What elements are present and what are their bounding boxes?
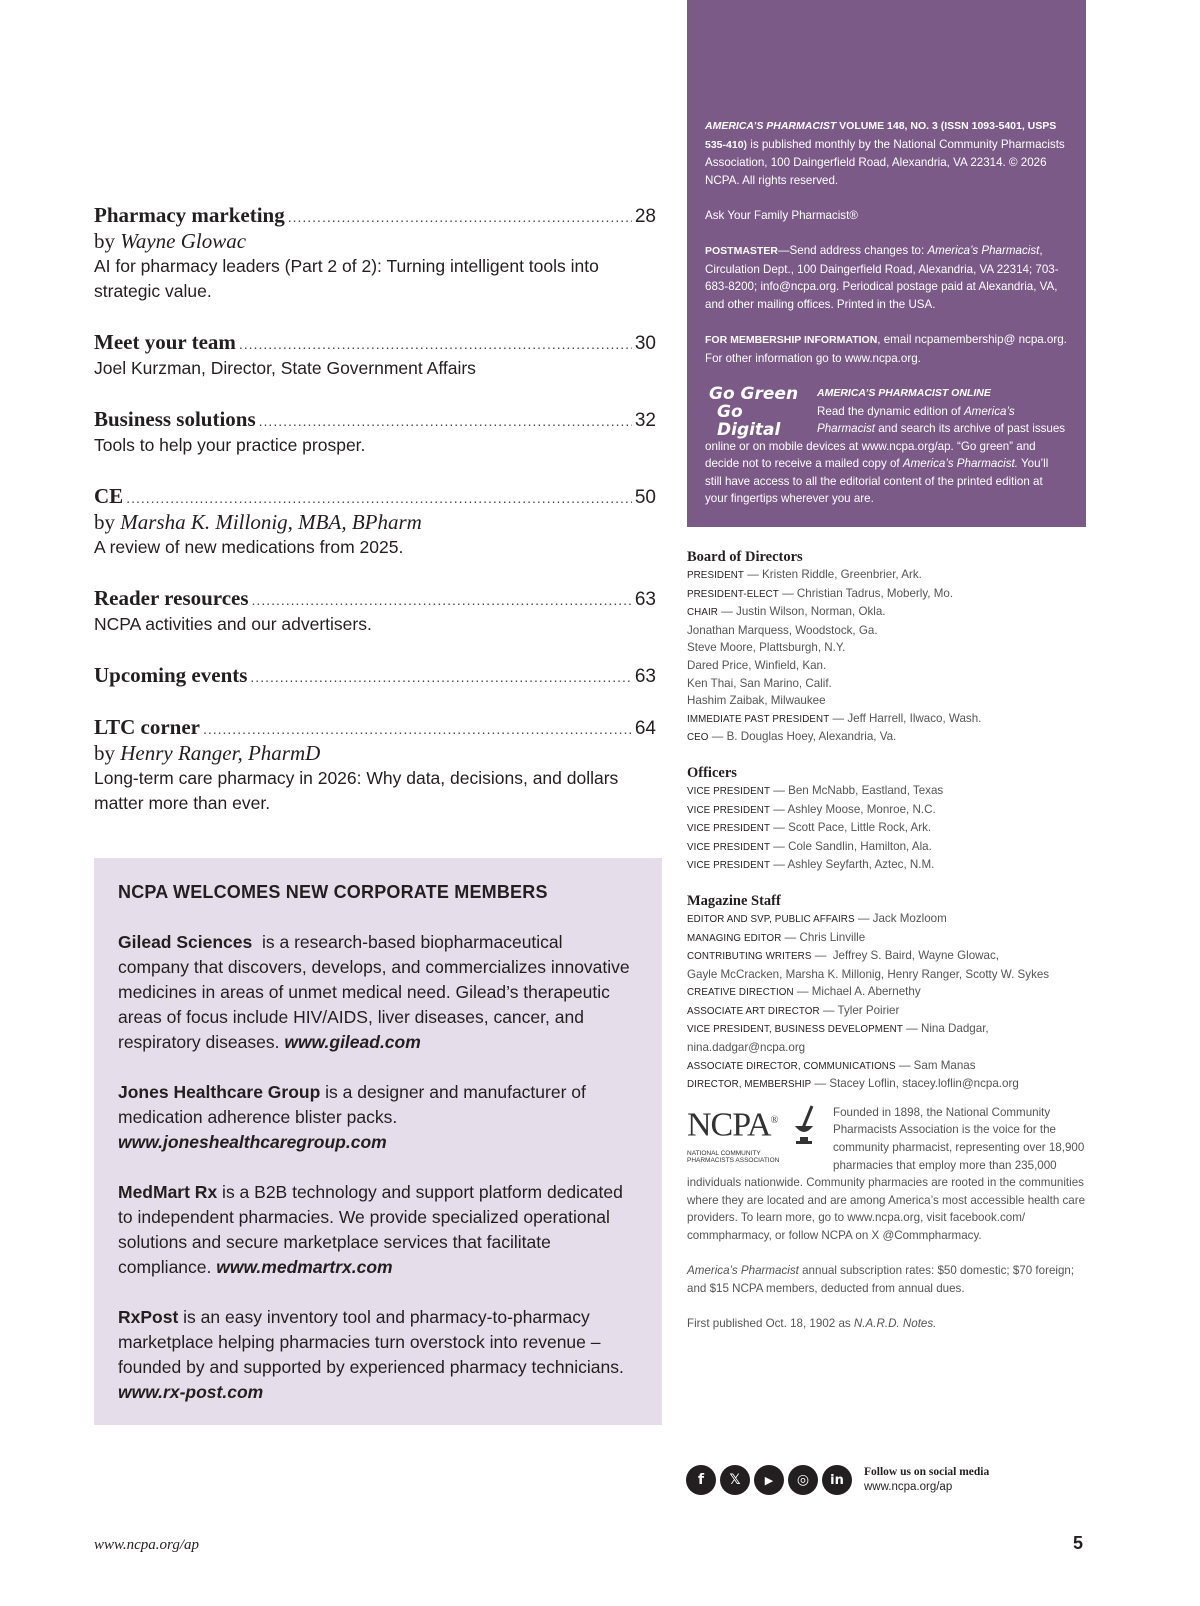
toc-author [94, 229, 656, 254]
toc-description: NCPA activities and our advertisers. [94, 614, 372, 634]
toc-page-number: 63 [634, 589, 656, 610]
toc-page-number: 50 [634, 487, 656, 508]
toc-page-number: 63 [634, 666, 656, 687]
ask-pharmacist-trademark: Ask Your Family Pharmacist® [705, 208, 858, 222]
mortar-pestle-icon [791, 1104, 817, 1148]
toc-title[interactable]: LTC corner [94, 715, 200, 739]
roster-role: PRESIDENT [687, 570, 744, 581]
roster-role: VICE PRESIDENT [687, 785, 771, 797]
roster-role: CONTRIBUTING WRITERS [687, 951, 812, 963]
roster-role: EDITOR AND SVP, PUBLIC AFFAIRS [687, 913, 855, 925]
roster-role: VICE PRESIDENT, BUSINESS DEVELOPMENT [687, 1024, 903, 1036]
toc-title[interactable]: CE [94, 484, 124, 508]
toc-line [94, 407, 656, 433]
roster-name: nina.dadgar@ncpa.org [687, 1041, 806, 1055]
board-heading: Board of Directors [687, 549, 803, 565]
roster-row [687, 838, 1087, 857]
linkedin-icon[interactable]: in [822, 1465, 852, 1495]
roster-name: Ashley Moose, Monroe, N.C. [787, 802, 936, 816]
roster-name: Jonathan Marquess, Woodstock, Ga. [687, 623, 878, 637]
toc-author-name: Henry Ranger, PharmD [120, 741, 321, 765]
roster-separator: — [811, 949, 830, 963]
member-url-link[interactable]: www.medmartrx.com [216, 1257, 393, 1277]
toc-title[interactable]: Meet your team [94, 330, 236, 354]
roster-row [687, 966, 1087, 984]
roster-separator: — [770, 783, 789, 797]
roster-role: ASSOCIATE ART DIRECTOR [687, 1005, 820, 1017]
toc-leader-dots [203, 717, 632, 741]
roster-separator: — [770, 821, 789, 835]
member-name: RxPost [118, 1307, 179, 1327]
board-list [687, 566, 1087, 747]
toc-description: Long-term care pharmacy in 2026: Why data, decisions, and dollars matter more than ever. [94, 768, 619, 813]
roster-separator: — [902, 1022, 921, 1036]
toc-line [94, 330, 656, 356]
member-description: is a research-based biopharmaceutical company that discovers, develops, and commercializes innovative medicines in areas of unmet medical need. Gilead’s therapeutic areas of focus include HIV/AIDS, liver diseases, cancer, and respiratory diseases. [118, 932, 635, 1052]
postmaster-notice: POSTMASTER—Send address changes to: America’s Pharmacist, Circulation Dept., 100 Daingerfield Road, Alexandria, VA 22314; 703-683-8200; info@ncpa.org. Periodical postage paid at Alexandria, VA, and other mailing offices. Printed in the USA. [705, 244, 1059, 311]
members-heading: NCPA WELCOMES NEW CORPORATE MEMBERS [118, 882, 548, 902]
roster-row [687, 856, 1087, 875]
youtube-icon[interactable]: ▶ [754, 1465, 784, 1495]
page-number: 5 [1073, 1533, 1084, 1553]
members-list [118, 930, 638, 1405]
roster-row [687, 782, 1087, 801]
member-url-link[interactable]: www.gilead.com [284, 1032, 421, 1052]
roster-name: Ben McNabb, Eastland, Texas [788, 783, 944, 797]
toc-author [94, 741, 656, 766]
roster-name: Jack Mozloom [872, 911, 947, 925]
toc-entry[interactable] [94, 203, 656, 304]
roster-row [687, 692, 1087, 710]
roster-role: PRESIDENT-ELECT [687, 588, 779, 600]
publication-info-box [687, 0, 1086, 527]
roster-role: CREATIVE DIRECTION [687, 987, 794, 999]
member-url-link[interactable]: www.rx-post.com [118, 1382, 264, 1402]
ncpa-about [687, 1104, 1087, 1245]
roster-name: Gayle McCracken, Marsha K. Millonig, Henry Ranger, Scotty W. Sykes [687, 967, 1050, 981]
footer-url[interactable]: www.ncpa.org/ap [94, 1537, 200, 1553]
toc-entry[interactable] [94, 484, 656, 560]
social-url-link[interactable]: www.ncpa.org/ap [864, 1481, 953, 1493]
toc-page-number: 30 [634, 333, 656, 354]
roster-separator: — [770, 858, 788, 872]
roster-separator: — [717, 605, 737, 619]
member-entry [118, 1080, 638, 1155]
social-icons [686, 1465, 856, 1495]
roster-name: Kristen Riddle, Greenbrier, Ark. [762, 568, 922, 581]
officers-list [687, 782, 1087, 875]
roster-row [687, 1039, 1087, 1057]
toc-entry[interactable] [94, 407, 656, 458]
roster-role: VICE PRESIDENT [687, 823, 771, 835]
toc-entry[interactable] [94, 586, 656, 637]
toc-author [94, 510, 656, 535]
roster-separator: — [811, 1077, 830, 1091]
roster-separator: — [708, 730, 727, 744]
member-description: is a designer and manufacturer of medication adherence blister packs. [118, 1082, 591, 1127]
roster-row [687, 675, 1087, 693]
roster-role: DIRECTOR, MEMBERSHIP [687, 1079, 812, 1091]
member-name: Jones Healthcare Group [118, 1082, 321, 1102]
roster-row [687, 585, 1087, 604]
roster-name: Cole Sandlin, Hamilton, Ala. [788, 839, 932, 853]
roster-name: Christian Tadrus, Moberly, Mo. [796, 586, 954, 600]
toc-by: by [94, 229, 115, 253]
toc-entry[interactable] [94, 715, 656, 816]
roster-role: VICE PRESIDENT [687, 841, 771, 853]
roster-name: Ashley Seyfarth, Aztec, N.M. [787, 858, 935, 872]
roster-separator: — [793, 985, 812, 999]
roster-role: MANAGING EDITOR [687, 932, 782, 944]
roster-separator: — [829, 711, 848, 725]
toc-description: AI for pharmacy leaders (Part 2 of 2): Turning intelligent tools into strategic value. [94, 256, 599, 301]
x-icon[interactable]: 𝕏 [720, 1465, 750, 1495]
member-entry [118, 1305, 638, 1405]
subscription-rates: America’s Pharmacist annual subscription rates: $50 domestic; $70 foreign; and $15 NCPA members, deducted from annual dues. [687, 1264, 1075, 1295]
roster-name: Tyler Poirier [837, 1003, 900, 1017]
roster-separator: — [778, 586, 797, 600]
follow-us: Follow us on social media www.ncpa.org/ap [864, 1466, 990, 1493]
toc-leader-dots [252, 588, 632, 612]
ncpa-about-text: Founded in 1898, the National Community Pharmacists Association is the voice for the community pharmacist, representing over 18,900 pharmacies that employ more than 235,000 individuals nationwide. Community pharmacies are rooted in the communities where they are located and are among America’s most accessible health care providers. To learn more, go to www.ncpa.org, visit facebook.com/ commpharmacy, or follow NCPA on X @Commpharmacy. [687, 1105, 1086, 1242]
roster-separator: — [895, 1058, 914, 1072]
roster-row [687, 983, 1087, 1002]
toc-by: by [94, 510, 115, 534]
toc-entry[interactable] [94, 330, 656, 381]
toc-entry[interactable] [94, 663, 656, 689]
roster-name: Sam Manas [913, 1058, 976, 1072]
roster-row [687, 1020, 1087, 1039]
toc-leader-dots [239, 332, 632, 356]
member-name: Gilead Sciences [118, 932, 253, 952]
first-published: First published Oct. 18, 1902 as N.A.R.D. Notes. [687, 1316, 937, 1330]
roster-row [687, 566, 1087, 585]
roster-name: Stacey Loflin, stacey.loflin@ncpa.org [829, 1077, 1019, 1091]
roster-separator: — [819, 1003, 838, 1017]
roster-separator: — [770, 839, 789, 853]
toc-leader-dots [288, 205, 632, 229]
toc-line [94, 203, 656, 229]
roster-role: CEO [687, 732, 709, 744]
roster-role: VICE PRESIDENT [687, 860, 771, 872]
roster-row [687, 910, 1087, 929]
toc-title[interactable]: Business solutions [94, 407, 256, 431]
roster-name: Justin Wilson, Norman, Okla. [736, 605, 886, 619]
member-description: is a B2B technology and support platform dedicated to independent pharmacies. We provide specialized operational solutions and secure marketplace services that facilitate compliance. [118, 1182, 628, 1277]
table-of-contents [94, 203, 656, 842]
toc-leader-dots [259, 409, 632, 433]
masthead-column [687, 548, 1087, 1350]
toc-line [94, 715, 656, 741]
roster-name: Scott Pace, Little Rock, Ark. [788, 821, 932, 835]
roster-separator: — [781, 930, 800, 944]
staff-heading: Magazine Staff [687, 892, 781, 909]
ncpa-logo: NCPA® NATIONAL COMMUNITY PHARMACISTS ASSOCIATION [687, 1104, 827, 1166]
toc-title[interactable]: Pharmacy marketing [94, 203, 285, 227]
roster-row [687, 728, 1087, 747]
roster-row [687, 657, 1087, 675]
membership-info: FOR MEMBERSHIP INFORMATION, email ncpamembership@ ncpa.org. For other information go to www.ncpa.org. [705, 333, 1067, 365]
officers-heading: Officers [687, 764, 737, 781]
toc-leader-dots [126, 486, 632, 510]
toc-author-name: Wayne Glowac [120, 229, 247, 253]
publication-statement: AMERICA’S PHARMACIST VOLUME 148, NO. 3 (ISSN 1093-5401, USPS 535-410) is published monthly by the National Community Pharmacists Association, 100 Daingerfield Road, Alexandria, VA 22314. © 2026 NCPA. All rights reserved. [705, 120, 1065, 187]
roster-name: Steve Moore, Plattsburgh, N.Y. [687, 641, 846, 655]
roster-role: CHAIR [687, 607, 718, 619]
roster-name: Ken Thai, San Marino, Calif. [687, 676, 832, 690]
roster-row [687, 819, 1087, 838]
roster-name: Michael A. Abernethy [811, 985, 921, 999]
member-url-link[interactable]: www.joneshealthcaregroup.com [118, 1132, 387, 1152]
member-entry [118, 930, 638, 1055]
roster-separator: — [770, 802, 788, 816]
facebook-icon[interactable]: f [686, 1465, 716, 1495]
roster-row [687, 1057, 1087, 1076]
roster-role: VICE PRESIDENT [687, 804, 771, 816]
toc-line [94, 586, 656, 612]
toc-line [94, 663, 656, 689]
member-name: MedMart Rx [118, 1182, 218, 1202]
roster-name: Nina Dadgar, [920, 1022, 989, 1036]
roster-row [687, 603, 1087, 622]
roster-role: IMMEDIATE PAST PRESIDENT [687, 713, 830, 725]
staff-list [687, 910, 1087, 1094]
toc-leader-dots [250, 665, 631, 689]
member-description: is an easy inventory tool and pharmacy-to-pharmacy marketplace helping pharmacies turn overstock into revenue – founded by and supported by experienced pharmacy technicians. [118, 1307, 629, 1377]
toc-page-number: 28 [634, 206, 656, 227]
toc-by: by [94, 741, 115, 765]
roster-row [687, 801, 1087, 820]
roster-row [687, 1075, 1087, 1094]
toc-author-name: Marsha K. Millonig, MBA, BPharm [120, 510, 422, 534]
social-media-bar [686, 1465, 989, 1495]
roster-name: Jeff Harrell, Ilwaco, Wash. [847, 711, 982, 725]
toc-description: A review of new medications from 2025. [94, 537, 404, 557]
toc-page-number: 64 [634, 718, 656, 739]
roster-separator: — [743, 568, 763, 581]
corporate-members-box [94, 858, 662, 1425]
roster-name: Chris Linville [799, 930, 866, 944]
roster-separator: — [854, 911, 873, 925]
member-entry [118, 1180, 638, 1280]
roster-row [687, 622, 1087, 640]
roster-role: ASSOCIATE DIRECTOR, COMMUNICATIONS [687, 1060, 896, 1072]
toc-description: Joel Kurzman, Director, State Government Affairs [94, 358, 476, 378]
roster-row [687, 710, 1087, 729]
roster-row [687, 947, 1087, 966]
roster-row [687, 639, 1087, 657]
roster-name: Jeffrey S. Baird, Wayne Glowac, [829, 949, 999, 963]
online-edition: Go Green Go Digital AMERICA’S PHARMACIST ONLINE Read the dynamic edition of America’s Pharmacist and search its archive of past issues online or on mobile devices at www.ncpa.org/ap. “Go green” and decide not to receive a mailed copy of America’s Pharmacist. You’ll still have access to all the editorial content of the printed edition at your fingertips wherever you are. [705, 383, 1066, 506]
roster-name: B. Douglas Hoey, Alexandria, Va. [726, 730, 897, 744]
roster-name: Dared Price, Winfield, Kan. [687, 658, 827, 672]
toc-description: Tools to help your practice prosper. [94, 435, 366, 455]
toc-title[interactable]: Reader resources [94, 586, 249, 610]
toc-page-number: 32 [634, 410, 656, 431]
instagram-icon[interactable]: ◎ [788, 1465, 818, 1495]
roster-row [687, 1002, 1087, 1021]
roster-row [687, 929, 1087, 948]
toc-line [94, 484, 656, 510]
roster-name: Hashim Zaibak, Milwaukee [687, 694, 826, 708]
go-green-go-digital-logo: Go Green Go Digital [709, 383, 799, 440]
toc-title[interactable]: Upcoming events [94, 663, 248, 687]
